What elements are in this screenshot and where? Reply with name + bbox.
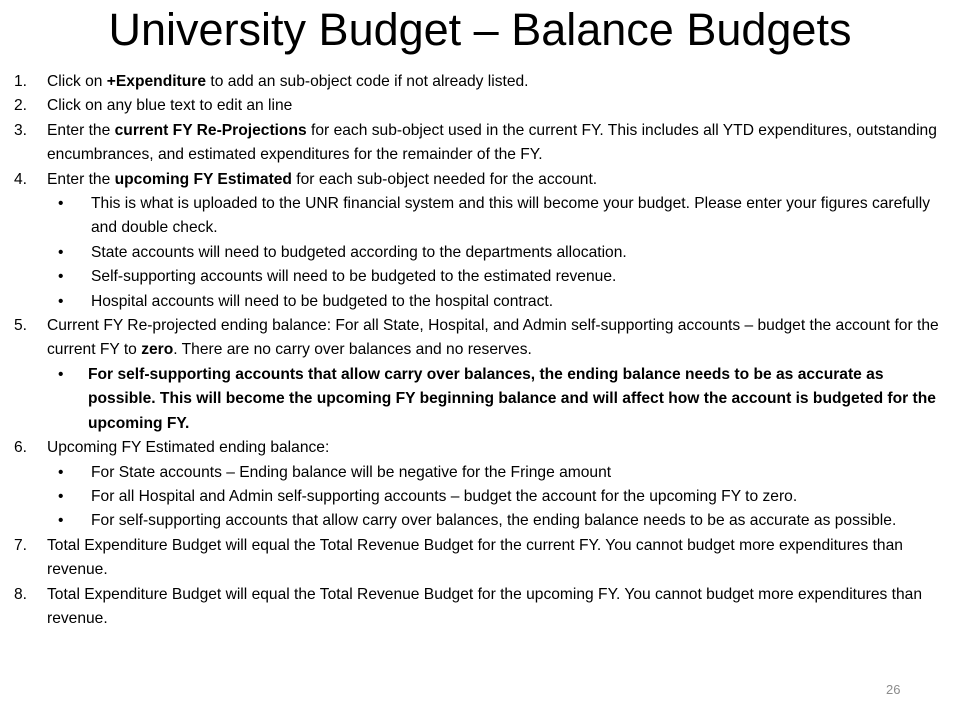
slide-title: University Budget – Balance Budgets <box>108 4 852 55</box>
bullet-icon: • <box>58 463 64 481</box>
bullet-item: • State accounts will need to budgeted according to the departments allocation. <box>14 241 944 265</box>
item-number: 2. <box>14 97 28 115</box>
bullet-item: • For all Hospital and Admin self-supporting accounts – budget the account for the upcoming FY to zero. <box>14 485 944 509</box>
item-text: Total Expenditure Budget will equal the Total Revenue Budget for the upcoming FY. You cannot budget more expenditures than revenue. <box>47 585 923 627</box>
bullet-icon: • <box>58 512 64 530</box>
bullet-item: • Self-supporting accounts will need to be budgeted to the estimated revenue. <box>14 265 944 289</box>
item-number: 3. <box>14 121 28 139</box>
list-item <box>14 436 944 460</box>
list-item <box>14 94 944 118</box>
item-text: Enter the current FY Re-Projections for each sub-object used in the current FY. This includes all YTD expenditures, outstanding encumbrances, and estimated expenditures for the remainder of the FY. <box>47 121 937 164</box>
sub-bullet-list <box>14 192 944 314</box>
list-item <box>14 119 944 168</box>
bullet-icon: • <box>58 487 64 505</box>
bullet-icon: • <box>58 292 64 310</box>
list-item <box>14 583 944 632</box>
bullet-icon: • <box>58 195 64 213</box>
item-text: Click on any blue text to edit an line <box>47 97 293 115</box>
sub-bullet-list <box>14 363 944 436</box>
list-item <box>14 168 944 192</box>
list-item <box>14 534 944 583</box>
item-number: 4. <box>14 170 28 188</box>
sub-bullet-list <box>14 461 944 534</box>
item-text: Upcoming FY Estimated ending balance: <box>47 439 330 457</box>
bullet-icon: • <box>58 365 64 383</box>
item-number: 8. <box>14 585 28 603</box>
bullet-item: • For self-supporting accounts that allow carry over balances, the ending balance needs to be as accurate as possible. <box>14 509 944 533</box>
instruction-list <box>14 70 944 631</box>
item-number: 5. <box>14 317 28 335</box>
item-text: Current FY Re-projected ending balance: For all State, Hospital, and Admin self-supporting accounts – budget the account for the current FY to zero. There are no carry over balances and no reserves. <box>47 317 939 359</box>
bullet-icon: • <box>58 268 64 286</box>
item-text: Total Expenditure Budget will equal the Total Revenue Budget for the current FY. You cannot budget more expenditures than revenue. <box>47 536 903 579</box>
item-number: 7. <box>14 536 28 554</box>
item-text: Click on +Expenditure to add an sub-object code if not already listed. <box>47 73 529 90</box>
item-text: Enter the upcoming FY Estimated for each sub-object needed for the account. <box>47 170 598 188</box>
page-number: 26 <box>886 682 901 697</box>
item-number: 6. <box>14 439 28 457</box>
bullet-item: • For self-supporting accounts that allow carry over balances, the ending balance needs to be as accurate as possible. This will become the upcoming FY beginning balance and will affect how the account is budgeted for the upcoming FY. <box>14 363 944 436</box>
bullet-icon: • <box>58 243 64 261</box>
bullet-item: • For State accounts – Ending balance will be negative for the Fringe amount <box>14 461 944 485</box>
expenditure-link-text: +Expenditure <box>106 73 207 90</box>
list-item <box>14 70 944 94</box>
bullet-item: • Hospital accounts will need to be budgeted to the hospital contract. <box>14 290 944 314</box>
bullet-item: • This is what is uploaded to the UNR financial system and this will become your budget. Please enter your figures carefully and double check. <box>14 192 944 241</box>
list-item <box>14 314 944 363</box>
item-number: 1. <box>14 73 28 90</box>
